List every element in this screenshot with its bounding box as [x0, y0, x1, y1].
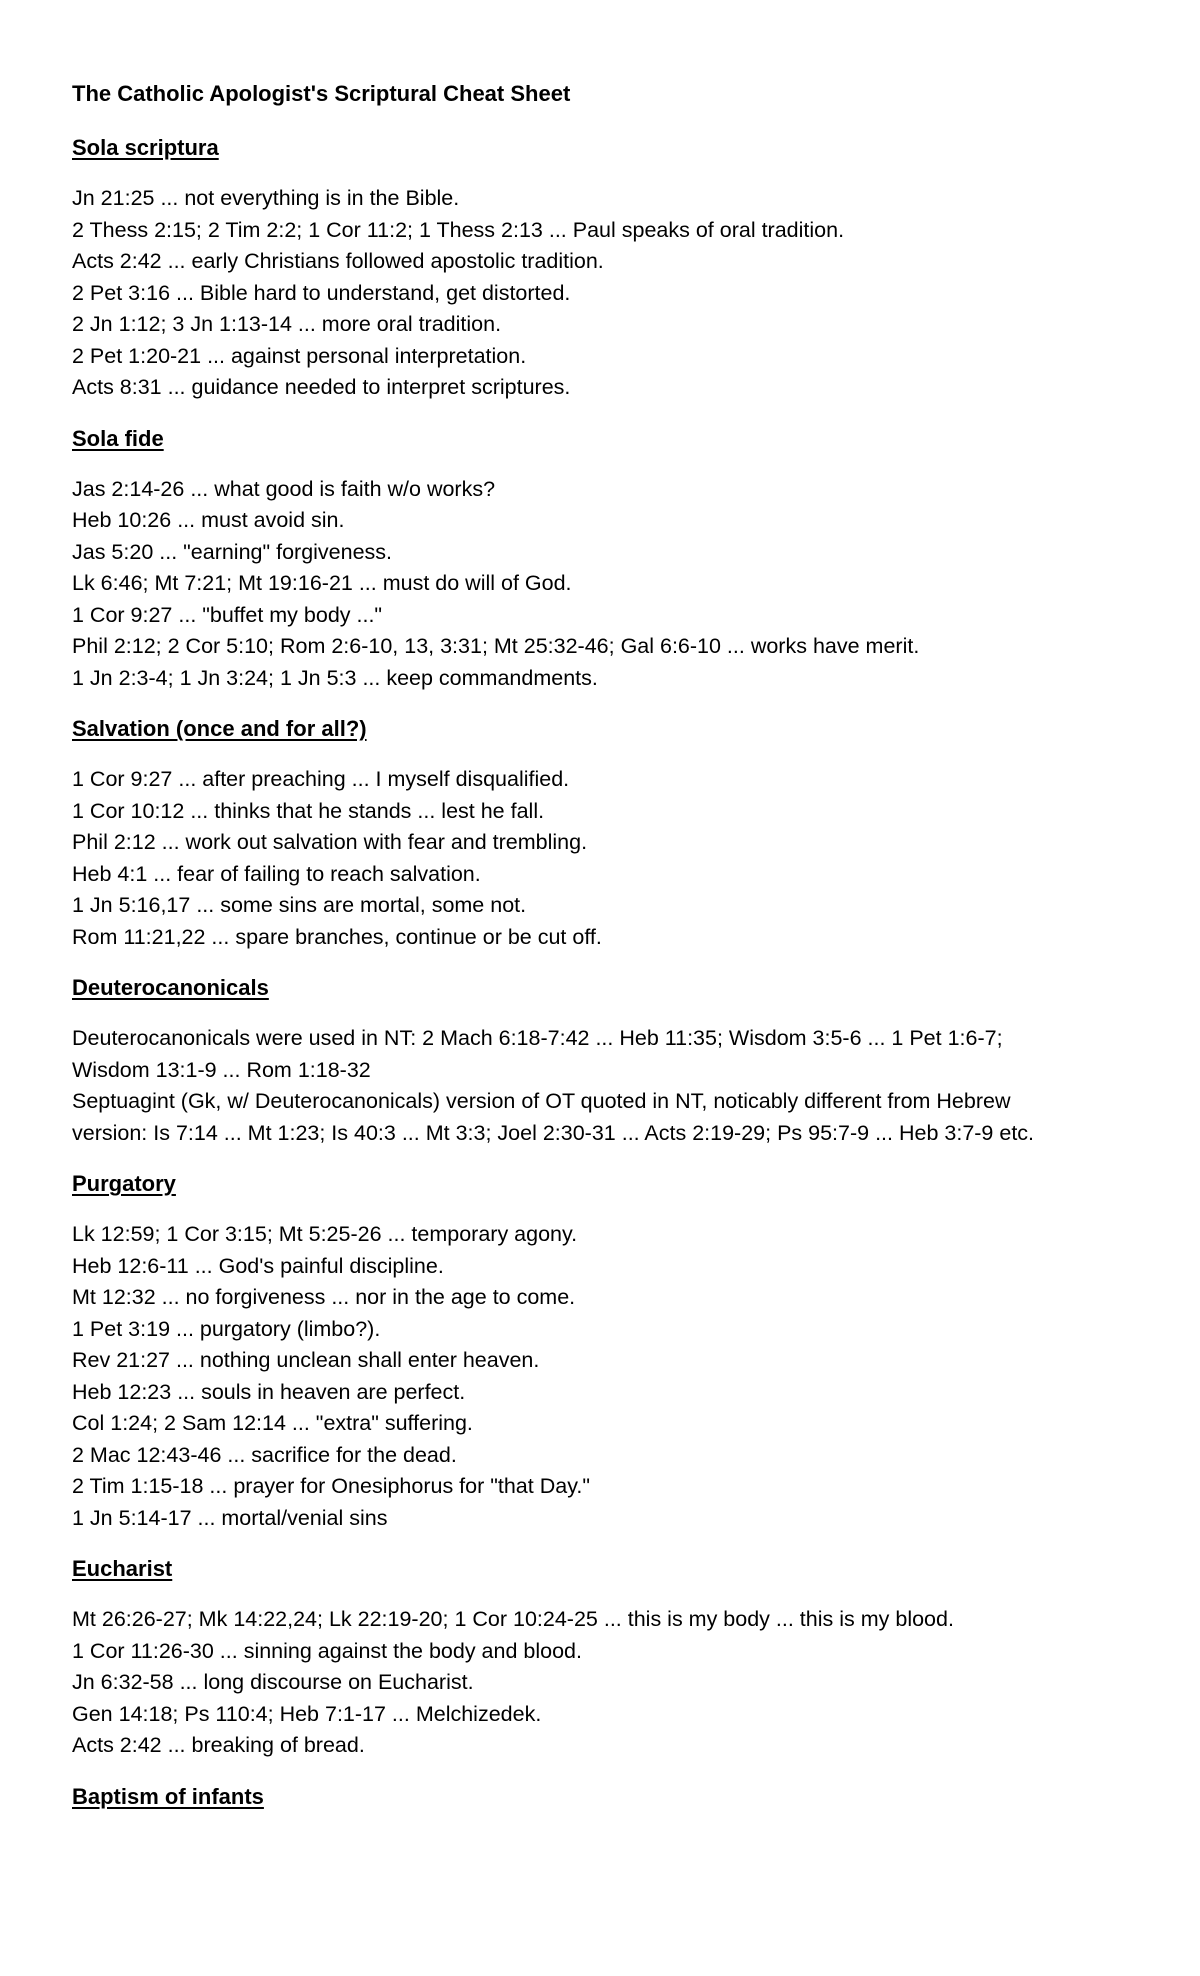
- text-line: 2 Thess 2:15; 2 Tim 2:2; 1 Cor 11:2; 1 Thess 2:13 ... Paul speaks of oral tradition.: [72, 217, 845, 242]
- section-eucharist: [72, 1553, 1162, 1762]
- document-title: The Catholic Apologist's Scriptural Cheat Sheet: [72, 81, 571, 106]
- text-line: 2 Pet 3:16 ... Bible hard to understand, get distorted.: [72, 280, 571, 305]
- text-line: Acts 2:42 ... early Christians followed apostolic tradition.: [72, 249, 604, 273]
- text-line: Wisdom 13:1-9 ... Rom 1:18-32: [72, 1057, 371, 1082]
- text-line: 1 Cor 11:26-30 ... sinning against the body and blood.: [72, 1638, 582, 1663]
- section-heading: Sola scriptura: [72, 135, 219, 160]
- text-line: Lk 12:59; 1 Cor 3:15; Mt 5:25-26 ... temporary agony.: [72, 1222, 578, 1246]
- text-line: Mt 26:26-27; Mk 14:22,24; Lk 22:19-20; 1 Cor 10:24-25 ... this is my body ... this is my blood.: [72, 1607, 954, 1631]
- text-line: 1 Cor 9:27 ... after preaching ... I myself disqualified.: [72, 767, 570, 791]
- text-line: Gen 14:18; Ps 110:4; Heb 7:1-17 ... Melchizedek.: [72, 1701, 542, 1726]
- text-line: Jas 5:20 ... "earning" forgiveness.: [72, 539, 393, 564]
- text-line: Phil 2:12; 2 Cor 5:10; Rom 2:6-10, 13, 3:31; Mt 25:32-46; Gal 6:6-10 ... works have merit.: [72, 634, 920, 658]
- text-line: Phil 2:12 ... work out salvation with fear and trembling.: [72, 830, 588, 854]
- text-line: 1 Cor 10:12 ... thinks that he stands ... lest he fall.: [72, 798, 545, 823]
- text-line: Heb 12:6-11 ... God's painful discipline.: [72, 1253, 444, 1278]
- text-line: Jas 2:14-26 ... what good is faith w/o works?: [72, 476, 496, 501]
- text-line: 2 Jn 1:12; 3 Jn 1:13-14 ... more oral tradition.: [72, 312, 502, 336]
- text-line: 2 Tim 1:15-18 ... prayer for Onesiphorus for "that Day.": [72, 1474, 590, 1498]
- text-line: Jn 21:25 ... not everything is in the Bible.: [72, 186, 460, 210]
- section-lines: [72, 1023, 1162, 1149]
- text-line: Acts 2:42 ... breaking of bread.: [72, 1733, 365, 1757]
- text-line: 2 Pet 1:20-21 ... against personal interpretation.: [72, 343, 527, 368]
- section-purgatory: [72, 1168, 1162, 1534]
- section-baptism-of-infants: [72, 1781, 1162, 1813]
- text-line: Acts 8:31 ... guidance needed to interpret scriptures.: [72, 375, 571, 399]
- text-line: Heb 10:26 ... must avoid sin.: [72, 508, 345, 532]
- text-line: Rom 11:21,22 ... spare branches, continue or be cut off.: [72, 924, 602, 949]
- text-line: 1 Cor 9:27 ... "buffet my body ...": [72, 602, 383, 627]
- section-lines: [72, 764, 1162, 953]
- section-heading: Purgatory: [72, 1171, 176, 1196]
- text-line: version: Is 7:14 ... Mt 1:23; Is 40:3 ... Mt 3:3; Joel 2:30-31 ... Acts 2:19-29; Ps 95:7-9 ... Heb 3:7-9 etc.: [72, 1120, 1035, 1145]
- text-line: 2 Mac 12:43-46 ... sacrifice for the dead.: [72, 1442, 457, 1467]
- section-sola-scriptura: [72, 132, 1162, 404]
- text-line: 1 Jn 5:16,17 ... some sins are mortal, some not.: [72, 893, 527, 917]
- document-page: [72, 78, 1162, 1832]
- text-line: Lk 6:46; Mt 7:21; Mt 19:16-21 ... must do will of God.: [72, 571, 572, 595]
- text-line: Mt 12:32 ... no forgiveness ... nor in the age to come.: [72, 1285, 576, 1309]
- section-heading: Sola fide: [72, 425, 164, 451]
- section-heading: Salvation (once and for all?): [72, 716, 367, 741]
- section-lines: [72, 183, 1162, 404]
- text-line: Rev 21:27 ... nothing unclean shall enter heaven.: [72, 1348, 540, 1372]
- section-heading: Deuterocanonicals: [72, 975, 269, 1000]
- section-lines: [72, 1604, 1162, 1762]
- section-lines: [72, 1219, 1162, 1534]
- section-sola-fide: [72, 423, 1162, 695]
- text-line: 1 Jn 5:14-17 ... mortal/venial sins: [72, 1505, 388, 1530]
- section-lines: [72, 474, 1162, 695]
- section-deuterocanonicals: [72, 972, 1162, 1149]
- section-salvation: [72, 713, 1162, 953]
- text-line: Septuagint (Gk, w/ Deuterocanonicals) version of OT quoted in NT, noticably different from Hebrew: [72, 1089, 1011, 1113]
- text-line: 1 Jn 2:3-4; 1 Jn 3:24; 1 Jn 5:3 ... keep commandments.: [72, 665, 598, 690]
- section-heading: Eucharist: [72, 1556, 173, 1581]
- text-line: Deuterocanonicals were used in NT: 2 Mach 6:18-7:42 ... Heb 11:35; Wisdom 3:5-6 ... 1 Pet 1:6-7;: [72, 1026, 1003, 1050]
- text-line: Heb 12:23 ... souls in heaven are perfect.: [72, 1379, 466, 1404]
- text-line: Heb 4:1 ... fear of failing to reach salvation.: [72, 861, 481, 886]
- text-line: 1 Pet 3:19 ... purgatory (limbo?).: [72, 1316, 381, 1341]
- text-line: Col 1:24; 2 Sam 12:14 ... "extra" suffering.: [72, 1411, 473, 1435]
- text-line: Jn 6:32-58 ... long discourse on Eucharist.: [72, 1670, 474, 1694]
- section-heading: Baptism of infants: [72, 1783, 264, 1809]
